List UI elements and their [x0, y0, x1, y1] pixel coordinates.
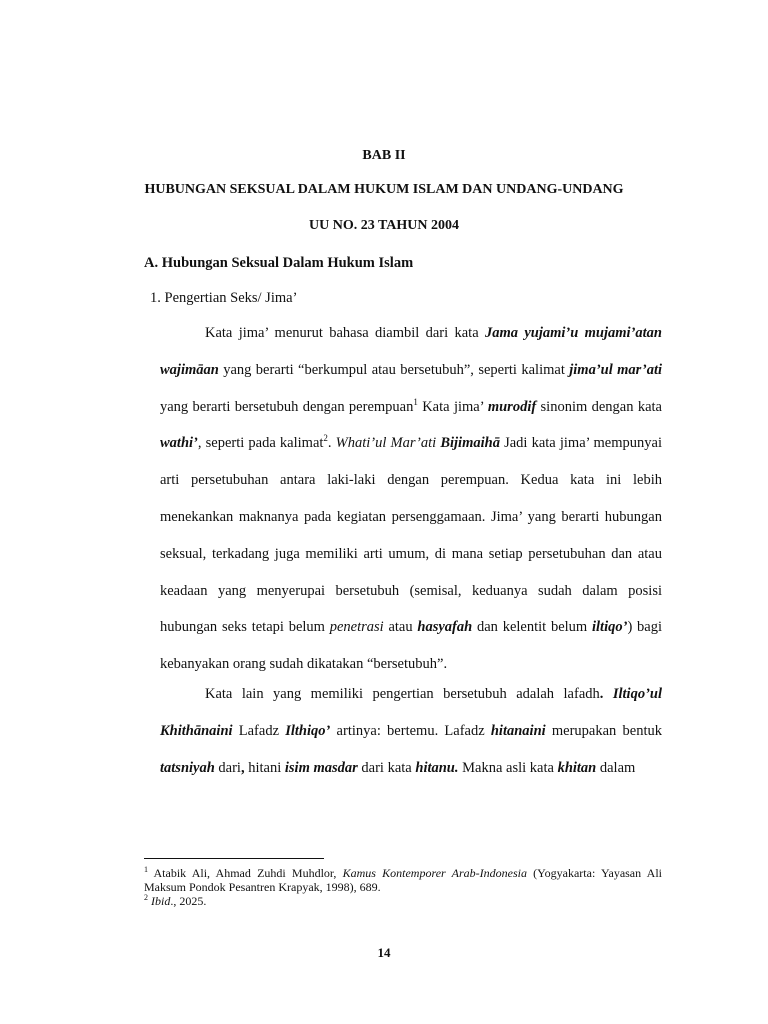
text-run: dari [214, 759, 241, 776]
page-number: 14 [377, 945, 391, 960]
footnotes [144, 866, 662, 908]
text-run: dari kata [357, 759, 416, 776]
arabic-term: Iltiqo’ul Khithānaini [160, 686, 662, 739]
text-run: Lafadz [232, 722, 286, 739]
footnote-separator [144, 858, 324, 859]
chapter-title-line-2: UU NO. 23 TAHUN 2004 [309, 218, 459, 233]
footnote-ref-2[interactable]: 2 [323, 433, 328, 444]
footnote-text: Atabik Ali, Ahmad Zuhdi Muhdlor, [148, 866, 343, 880]
text-run: Kata lain yang memiliki pengertian bersetubuh adalah lafadh [205, 686, 600, 702]
book-title: Kamus Kontemporer Arab-Indonesia [342, 866, 527, 880]
text-run: merupakan bentuk [545, 722, 662, 739]
text-run: Jadi kata jima’ mempunyai arti persetubuhan antara laki-laki dengan perempuan. Kedua kata ini lebih menekankan maknanya pada kegiatan persenggamaan. Jima’ yang berarti hubungan seksual, terkadang juga memiliki arti umum, di mana setiap persetubuhan dan atau keadaan yang menyerupai bersetubuh (semisal, keduanya sudah dalam posisi hubungan seks tetapi belum [160, 435, 662, 636]
footnote-2 [144, 894, 662, 908]
arabic-term: wathi’ [160, 435, 198, 452]
text-run: Makna asli kata [458, 759, 558, 776]
arabic-term: jima’ul mar’ati [569, 361, 662, 378]
text-run: Kata jima’ [417, 398, 488, 415]
text-run: yang berarti “berkumpul atau bersetubuh”, seperti kalimat [218, 361, 570, 378]
text-run: Kata jima’ menurut bahasa diambil dari kata [205, 325, 485, 341]
footnote-ref-1[interactable]: 1 [413, 396, 418, 407]
text-run: . [327, 435, 336, 452]
text-run: ) bagi kebanyakan orang sudah dikatakan “bersetubuh”. [160, 619, 663, 673]
arabic-term: Jama yujami’u mujami’atan wajimāan [160, 325, 663, 378]
chapter-title-line-1: HUBUNGAN SEKSUAL DALAM HUKUM ISLAM DAN UNDANG-UNDANG [144, 182, 624, 197]
subsection-heading: 1. Pengertian Seks/ Jima’ [150, 290, 298, 306]
ibid-label: Ibid [151, 894, 171, 908]
arabic-term: khitan [557, 759, 597, 776]
arabic-term: murodif [487, 398, 537, 415]
footnote-number: 1 [144, 865, 148, 874]
text-run: yang berarti bersetubuh dengan perempuan [160, 398, 414, 415]
text-run: , seperti pada kalimat [197, 435, 324, 452]
chapter-heading: BAB II [362, 148, 406, 163]
footnote-text: ., 2025. [170, 894, 207, 908]
footnote-text: (Yogyakarta: Yayasan Ali Maksum Pondok Pesantren Krapyak, 1998), 689. [144, 866, 662, 894]
text-run: . [599, 686, 613, 702]
arabic-term: iltiqo’ [591, 619, 628, 636]
arabic-term: tatsniyah [160, 759, 215, 776]
arabic-term: Ilthiqo’ [285, 722, 331, 739]
text-run: dalam [596, 759, 636, 776]
arabic-term: hitanaini [490, 722, 546, 739]
text-run: , [240, 759, 245, 776]
body-paragraph-2 [160, 676, 662, 786]
arabic-term: hasyafah [417, 619, 473, 636]
footnote-number: 2 [144, 893, 148, 902]
body-paragraph-1 [160, 315, 662, 683]
footnote-1 [144, 866, 662, 894]
italic-term: Whati’ul Mar’ati [335, 435, 441, 452]
text-run: hitani [244, 759, 285, 776]
arabic-term: Bijimaihā [440, 435, 500, 452]
italic-term: penetrasi [329, 619, 384, 636]
section-heading: A. Hubungan Seksual Dalam Hukum Islam [144, 255, 414, 271]
text-run: dan kelentit belum [472, 619, 592, 636]
text-run: sinonim dengan kata [536, 398, 662, 415]
arabic-term: isim masdar [284, 759, 358, 776]
text-run: atau [383, 619, 418, 636]
text-run: artinya: bertemu. Lafadz [330, 722, 491, 739]
arabic-term: hitanu. [415, 759, 459, 776]
